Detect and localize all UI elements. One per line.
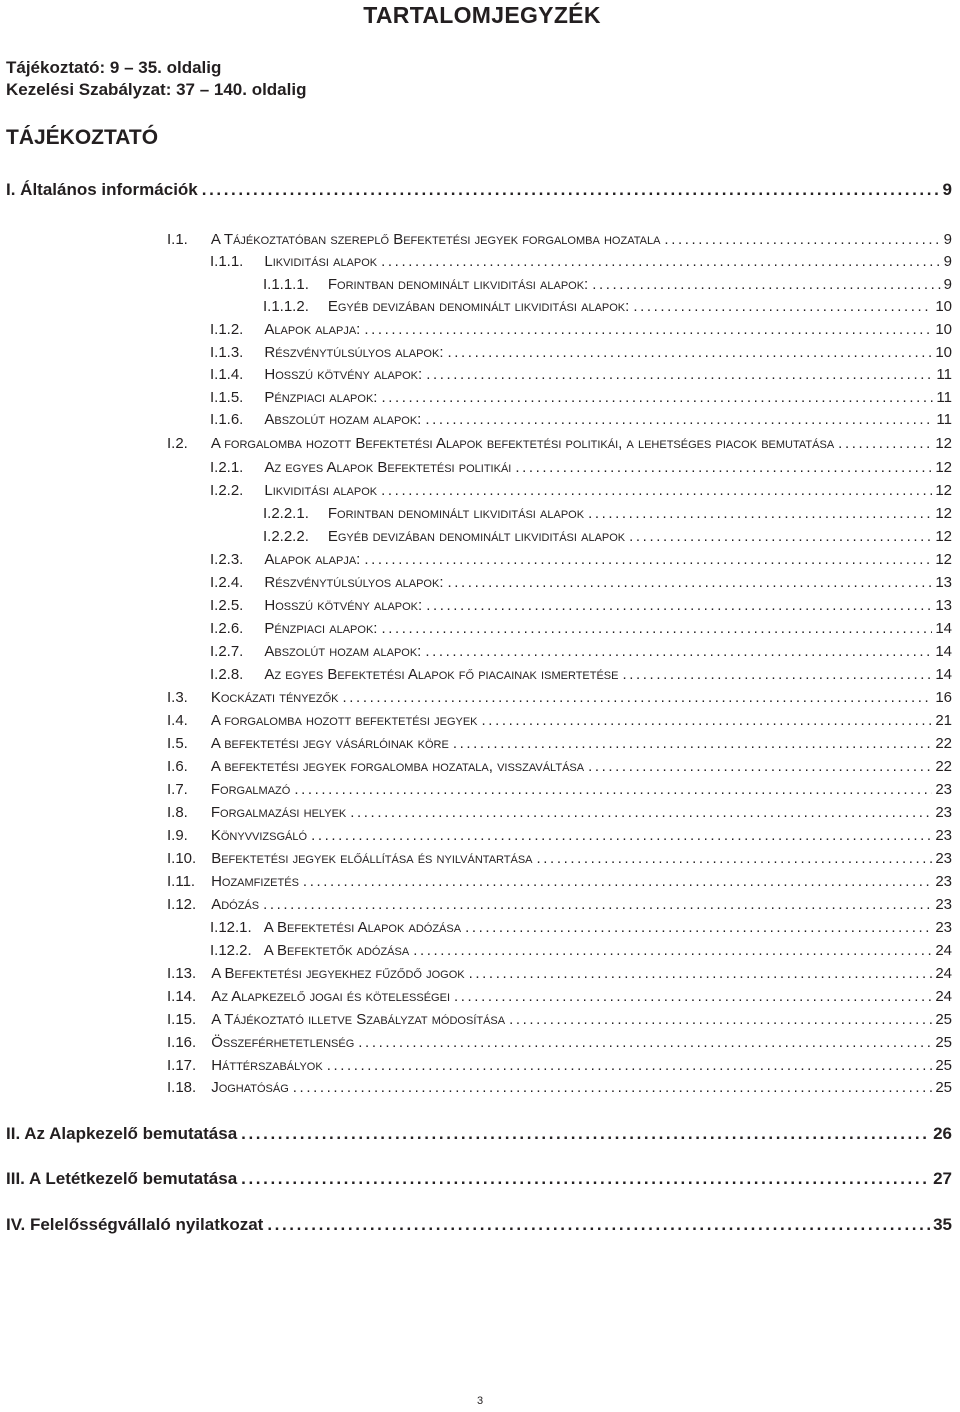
toc-entry-page: 24 xyxy=(935,988,952,1005)
toc-entry-page: 11 xyxy=(936,389,952,406)
toc-entry-number: I.1. xyxy=(167,231,188,248)
toc-entry-number: I.8. xyxy=(167,804,188,821)
toc-leader-dots xyxy=(364,321,932,338)
toc-leader-dots xyxy=(241,1169,930,1189)
toc-entry-title: Az Alapkezelő jogai és kötelességei xyxy=(211,988,450,1005)
toc-entry-title: A forgalomba hozott befektetési jegyek xyxy=(210,712,478,729)
toc-leader-dots xyxy=(588,758,932,775)
toc-entry-number: I.17. xyxy=(167,1057,197,1074)
toc-entry-number: I.13. xyxy=(167,965,197,982)
toc-entry-number: I.5. xyxy=(167,735,188,752)
toc-entry-page: 25 xyxy=(935,1079,952,1096)
toc-entry-number: I.2. xyxy=(167,435,188,452)
toc-entry[interactable] xyxy=(0,293,960,315)
toc-entry[interactable] xyxy=(0,339,960,361)
toc-entry-page: 25 xyxy=(935,1011,952,1028)
toc-entry-page: 10 xyxy=(935,298,952,315)
toc-entry-title: Kockázati tényezők xyxy=(210,689,339,706)
toc-leader-dots xyxy=(294,781,932,798)
toc-entry-title: Részvénytúlsúlyos alapok: xyxy=(264,574,444,591)
toc-leader-dots xyxy=(358,1034,932,1051)
toc-entry-page: 22 xyxy=(935,758,952,775)
toc-entry[interactable] xyxy=(0,430,960,452)
toc-entry-page: 13 xyxy=(935,597,952,614)
toc-entry-title: Abszolút hozam alapok: xyxy=(264,411,422,428)
toc-leader-dots xyxy=(509,1011,932,1028)
toc-entry-title: A befektetési jegyek forgalomba hozatala, visszaváltása xyxy=(210,758,585,775)
toc-entry[interactable] xyxy=(0,615,960,637)
toc-entry-number: IV. Felelősségvállaló nyilatkozat xyxy=(6,1215,264,1234)
toc-entry-page: 25 xyxy=(935,1057,952,1074)
toc-entry[interactable] xyxy=(0,914,960,936)
toc-leader-dots xyxy=(537,850,933,867)
toc-entry-title: Hosszú kötvény alapok: xyxy=(264,597,423,614)
toc-entry-number: I.2.2.2. xyxy=(263,528,309,545)
toc-entry[interactable] xyxy=(0,361,960,383)
toc-leader-dots xyxy=(425,643,932,660)
toc-entry-title: Adózás xyxy=(211,896,260,913)
toc-entry[interactable] xyxy=(0,592,960,614)
toc-leader-dots xyxy=(241,1124,930,1144)
toc-entry-page: 23 xyxy=(935,827,952,844)
toc-entry-number: I.1.3. xyxy=(210,344,244,361)
toc-entry-number: I.14. xyxy=(167,988,197,1005)
toc-entry-number: I.9. xyxy=(167,827,188,844)
toc-entry-title: Az egyes Befektetési Alapok fő piacainak ismertetése xyxy=(264,666,619,683)
toc-entry-number: I.12. xyxy=(167,896,197,913)
toc-entry-title: A Befektetők adózása xyxy=(263,942,410,959)
toc-entry-title: Hosszú kötvény alapok: xyxy=(264,366,423,383)
toc-entry-number: I.1.4. xyxy=(210,366,244,383)
toc-entry-number: I.1.1.1. xyxy=(263,276,309,293)
toc-entry[interactable] xyxy=(0,684,960,706)
toc-leader-dots xyxy=(482,712,933,729)
toc-entry-title: Könyvvizsgáló xyxy=(210,827,308,844)
toc-leader-dots xyxy=(425,411,933,428)
toc-leader-dots xyxy=(453,735,932,752)
toc-leader-dots xyxy=(311,827,932,844)
toc-entry[interactable] xyxy=(0,753,960,775)
toc-entry[interactable] xyxy=(0,960,960,982)
toc-entry-number: I.15. xyxy=(167,1011,197,1028)
toc-entry[interactable] xyxy=(0,500,960,522)
toc-entry-title: Forgalmazási helyek xyxy=(210,804,347,821)
toc-leader-dots xyxy=(469,965,933,982)
toc-entry-number: I.2.5. xyxy=(210,597,244,614)
toc-leader-dots xyxy=(633,298,932,315)
toc-entry-page: 14 xyxy=(935,620,952,637)
toc-leader-dots xyxy=(448,574,933,591)
toc-leader-dots xyxy=(364,551,932,568)
toc-entry-title: Forintban denominált likviditási alapok xyxy=(327,505,585,522)
toc-entry-page: 26 xyxy=(933,1124,952,1143)
toc-entry-number: I.12.2. xyxy=(210,942,252,959)
toc-entry-number: I. Általános információk xyxy=(6,180,198,199)
toc-entry-page: 23 xyxy=(935,873,952,890)
toc-entry-number: I.7. xyxy=(167,781,188,798)
toc-entry[interactable] xyxy=(0,477,960,499)
toc-entry[interactable] xyxy=(0,226,960,248)
toc-entry[interactable] xyxy=(0,868,960,890)
toc-entry[interactable] xyxy=(0,776,960,798)
toc-entry-page: 12 xyxy=(935,459,952,476)
toc-entry[interactable] xyxy=(0,983,960,1005)
intro-line-tajekoztato-range: Tájékoztató: 9 – 35. oldalig xyxy=(6,58,222,77)
toc-entry[interactable] xyxy=(0,891,960,913)
toc-entry-number: I.2.3. xyxy=(210,551,244,568)
toc-entry-number: I.16. xyxy=(167,1034,197,1051)
toc-entry[interactable] xyxy=(0,1006,960,1028)
toc-entry-page: 9 xyxy=(943,276,952,293)
toc-entry[interactable] xyxy=(0,523,960,545)
toc-entry-page: 14 xyxy=(935,666,952,683)
toc-entry-page: 9 xyxy=(942,180,952,199)
toc-entry-number: I.1.1.2. xyxy=(263,298,309,315)
toc-entry-title: Joghatóság xyxy=(211,1079,289,1096)
toc-entry[interactable] xyxy=(0,454,960,476)
toc-entry-title: Hozamfizetés xyxy=(211,873,299,890)
toc-entry-number: I.4. xyxy=(167,712,188,729)
toc-entry[interactable] xyxy=(0,271,960,293)
toc-entry-page: 24 xyxy=(935,942,952,959)
toc-leader-dots xyxy=(426,366,933,383)
toc-leader-dots xyxy=(413,942,932,959)
toc-entry-page: 12 xyxy=(935,528,952,545)
toc-leader-dots xyxy=(303,873,932,890)
toc-entry-page: 16 xyxy=(935,689,952,706)
toc-entry-page: 23 xyxy=(935,850,952,867)
page-title: TARTALOMJEGYZÉK xyxy=(363,2,601,28)
toc-entry-title: Részvénytúlsúlyos alapok: xyxy=(264,344,444,361)
toc-entry-number: I.11. xyxy=(167,873,196,890)
toc-leader-dots xyxy=(350,804,932,821)
toc-entry[interactable] xyxy=(0,707,960,729)
toc-entry-page: 9 xyxy=(943,231,952,248)
toc-entry[interactable] xyxy=(0,661,960,683)
toc-entry-number: II. Az Alapkezelő bemutatása xyxy=(6,1124,238,1143)
toc-entry-number: I.10. xyxy=(167,850,197,867)
toc-entry-title: Pénzpiaci alapok: xyxy=(264,620,378,637)
toc-entry-number: I.1.2. xyxy=(210,321,244,338)
toc-entry-title: Az egyes Alapok Befektetési politikái xyxy=(264,459,512,476)
toc-entry-page: 22 xyxy=(935,735,952,752)
toc-leader-dots xyxy=(465,919,932,936)
toc-entry-page: 21 xyxy=(935,712,952,729)
toc-entry-page: 13 xyxy=(935,574,952,591)
toc-entry-page: 12 xyxy=(935,482,952,499)
toc-entry[interactable] xyxy=(0,406,960,428)
toc-entry[interactable] xyxy=(0,546,960,568)
toc-entry[interactable] xyxy=(0,316,960,338)
toc-leader-dots xyxy=(343,689,933,706)
toc-leader-dots xyxy=(381,620,932,637)
toc-entry[interactable] xyxy=(0,1211,960,1235)
toc-entry-title: Alapok alapja: xyxy=(264,551,361,568)
toc-entry[interactable] xyxy=(0,1029,960,1051)
toc-entry-page: 23 xyxy=(935,896,952,913)
intro-line-szabalyzat-range: Kezelési Szabályzat: 37 – 140. oldalig xyxy=(6,80,307,99)
toc-entry[interactable] xyxy=(0,248,960,270)
toc-entry-page: 11 xyxy=(936,366,952,383)
toc-entry-title: Egyéb devizában denominált likviditási alapok: xyxy=(327,298,630,315)
toc-leader-dots xyxy=(381,253,941,270)
page-number: 3 xyxy=(476,1395,484,1407)
toc-leader-dots xyxy=(838,435,932,452)
toc-entry-title: A forgalomba hozott Befektetési Alapok befektetési politikái, a lehetséges piacok bemutatása xyxy=(210,435,835,452)
toc-entry[interactable] xyxy=(0,638,960,660)
toc-entry-page: 12 xyxy=(935,435,952,452)
toc-leader-dots xyxy=(293,1079,933,1096)
toc-entry-number: I.2.2.1. xyxy=(263,505,309,522)
toc-entry-number: I.1.1. xyxy=(210,253,244,270)
toc-entry-number: I.1.6. xyxy=(210,411,244,428)
toc-entry-page: 23 xyxy=(935,781,952,798)
toc-leader-dots xyxy=(267,1215,930,1235)
toc-entry-title: Háttérszabályok xyxy=(211,1057,323,1074)
toc-entry-page: 12 xyxy=(935,505,952,522)
toc-entry-page: 10 xyxy=(935,321,952,338)
toc-leader-dots xyxy=(588,505,932,522)
toc-entry[interactable] xyxy=(0,384,960,406)
toc-leader-dots xyxy=(454,988,932,1005)
toc-entry-number: I.3. xyxy=(167,689,188,706)
toc-entry[interactable] xyxy=(0,569,960,591)
toc-entry[interactable] xyxy=(0,730,960,752)
toc-entry[interactable] xyxy=(0,799,960,821)
toc-entry-title: A Befektetési Alapok adózása xyxy=(263,919,462,936)
toc-entry[interactable] xyxy=(0,176,960,200)
toc-entry[interactable] xyxy=(0,1074,960,1096)
toc-entry-page: 25 xyxy=(935,1034,952,1051)
toc-leader-dots xyxy=(381,389,933,406)
toc-entry-title: Alapok alapja: xyxy=(264,321,361,338)
toc-entry-title: Pénzpiaci alapok: xyxy=(264,389,378,406)
toc-entry[interactable] xyxy=(0,1165,960,1189)
toc-entry-title: A Tájékoztatóban szereplő Befektetési jegyek forgalomba hozatala xyxy=(210,231,661,248)
toc-entry-title: Egyéb devizában denominált likviditási alapok xyxy=(327,528,626,545)
toc-entry-page: 35 xyxy=(933,1215,952,1234)
toc-leader-dots xyxy=(202,180,940,200)
toc-entry-title: Befektetési jegyek előállítása és nyilvántartása xyxy=(211,850,533,867)
toc-entry-page: 12 xyxy=(935,551,952,568)
toc-entry-number: I.2.2. xyxy=(210,482,244,499)
toc-leader-dots xyxy=(664,231,940,248)
toc-entry-title: Likviditási alapok xyxy=(264,253,378,270)
toc-entry-title: A Tájékoztató illetve Szabályzat módosítása xyxy=(211,1011,506,1028)
toc-entry-number: I.2.7. xyxy=(210,643,244,660)
toc-entry-page: 14 xyxy=(935,643,952,660)
toc-entry[interactable] xyxy=(0,937,960,959)
toc-entry-page: 23 xyxy=(935,804,952,821)
toc-entry-page: 27 xyxy=(933,1169,952,1188)
toc-entry-title: A befektetési jegy vásárlóinak köre xyxy=(210,735,449,752)
toc-entry-number: I.6. xyxy=(167,758,188,775)
toc-leader-dots xyxy=(448,344,933,361)
toc-entry-number: I.18. xyxy=(167,1079,197,1096)
toc-entry[interactable] xyxy=(0,822,960,844)
toc-leader-dots xyxy=(515,459,932,476)
toc-entry-title: Likviditási alapok xyxy=(264,482,378,499)
toc-entry-page: 23 xyxy=(935,919,952,936)
toc-entry-number: I.12.1. xyxy=(210,919,252,936)
toc-entry-number: I.1.5. xyxy=(210,389,244,406)
toc-leader-dots xyxy=(426,597,932,614)
toc-entry-title: Forgalmazó xyxy=(210,781,291,798)
toc-entry[interactable] xyxy=(0,845,960,867)
toc-entry-title: Abszolút hozam alapok: xyxy=(264,643,422,660)
toc-entry-page: 10 xyxy=(935,344,952,361)
toc-entry[interactable] xyxy=(0,1052,960,1074)
toc-entry-page: 9 xyxy=(943,253,952,270)
toc-entry-page: 11 xyxy=(936,411,952,428)
toc-entry-title: Összeférhetetlenség xyxy=(211,1034,355,1051)
toc-entry-number: I.2.4. xyxy=(210,574,244,591)
toc-entry-number: III. A Letétkezelő bemutatása xyxy=(6,1169,238,1188)
toc-leader-dots xyxy=(622,666,932,683)
section-heading: TÁJÉKOZTATÓ xyxy=(6,126,159,149)
toc-leader-dots xyxy=(592,276,940,293)
toc-entry-number: I.2.1. xyxy=(210,459,244,476)
toc-leader-dots xyxy=(263,896,932,913)
toc-entry-number: I.2.8. xyxy=(210,666,244,683)
toc-leader-dots xyxy=(327,1057,933,1074)
toc-entry-title: A Befektetési jegyekhez fűződő jogok xyxy=(211,965,465,982)
toc-leader-dots xyxy=(629,528,932,545)
toc-leader-dots xyxy=(381,482,932,499)
toc-entry-page: 24 xyxy=(935,965,952,982)
toc-entry[interactable] xyxy=(0,1120,960,1144)
toc-entry-title: Forintban denominált likviditási alapok: xyxy=(327,276,589,293)
toc-entry-number: I.2.6. xyxy=(210,620,244,637)
